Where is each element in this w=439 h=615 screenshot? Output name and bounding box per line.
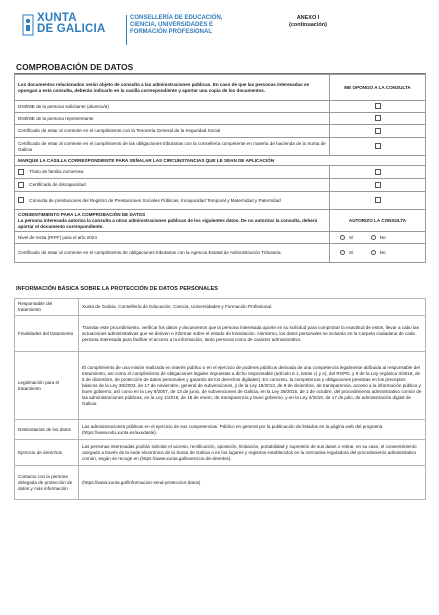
no-label: No xyxy=(379,234,386,240)
consent-item-label: Certificado de estar al corriente en el cumplimiento de obligaciones tributarias con la Agencia Estatal de Administración Tributaria xyxy=(15,244,330,263)
page-header xyxy=(22,12,422,50)
consent-header-row xyxy=(15,210,426,232)
privacy-title: INFORMACIÓN BÁSICA SOBRE LA PROTECCIÓN DE DATOS PERSONALES xyxy=(16,286,219,292)
consent-text: La persona interesada autoriza la consulta a otras administraciones públicas de los siguientes datos. De no autorizar la consulta, deberá aportar el documento correspondiente. xyxy=(18,217,318,229)
data-check-table xyxy=(14,74,426,263)
privacy-text: (https://www.xunta.gal/informacion-xeral-proteccion-datos) xyxy=(79,466,426,500)
privacy-label: Responsable del tratamiento xyxy=(15,299,79,316)
yes-label: Sí xyxy=(349,234,354,240)
circumstance-checkbox[interactable] xyxy=(18,197,24,203)
table-row xyxy=(15,192,426,210)
privacy-text: Tramitar este procedimiento, verificar los datos y documentos que la persona interesada aporte en su solicitud para comprobar la exactitud de estos, llevar a cabo las actuaciones administrativas que se deriven e informar sobre el estado de tramitación. Asimismo, los datos personales se incluirán en la Carpeta ciudadana de cada persona interesada para facilitar el acceso a la información, tanto personal como de carácter administrativo. xyxy=(79,316,426,352)
table-row xyxy=(15,138,426,156)
privacy-label: Legitimación para el tratamiento xyxy=(15,352,79,420)
data-check-title: COMPROBACIÓN DE DATOS xyxy=(14,62,426,74)
privacy-label: Contacto con la persona delegada de protección de datos y más información xyxy=(15,466,79,500)
table-row xyxy=(15,179,426,192)
item-label: Certificado de estar al corriente en el cumplimiento con la Tesorería General de la Seguridad Social xyxy=(15,125,330,138)
oppose-header: ME OPONGO A LA CONSULTA xyxy=(330,75,426,101)
circumstance-checkbox[interactable] xyxy=(18,169,24,175)
table-row xyxy=(15,316,426,352)
table-row xyxy=(15,244,426,263)
circumstance-label: Certificado de discapacidad xyxy=(29,182,86,188)
no-label: No xyxy=(379,250,386,255)
circumstance-label: Consulta de prestaciones del Registro de Prestaciones Sociales Públicas, Incapacidad Temporal y Maternidad y Paternidad xyxy=(29,197,281,203)
oppose-checkbox[interactable] xyxy=(375,128,381,134)
yes-radio[interactable] xyxy=(340,235,345,240)
privacy-text: Las personas interesadas podrán solicitar el acceso, rectificación, oposición, limitación, portabilidad y supresión de sus datos o retirar, en su caso, el consentimiento otorgado a través de la sede electrónica de la Xunta de Galicia o en los lugares y registros establecidos en la normativa reguladora del procedimiento administrativo común, según se recoge en (https://www.xunta.gal/exercicio-de-dereitos). xyxy=(79,440,426,466)
privacy-text: Las administraciones públicas en el ejercicio de sus competencias. Público en general por la publicación de listados en la página web del programa (https://www.edu.xunta.es/axudasle). xyxy=(79,420,426,440)
intro-row xyxy=(15,75,426,101)
logo-text: XUNTA DE GALICIA xyxy=(37,12,106,35)
circumstance-label: Título de familia numerosa xyxy=(29,169,84,175)
oppose-checkbox[interactable] xyxy=(375,169,381,175)
privacy-text: El cumplimiento de una misión realizada en interés público o en el ejercicio de poderes públicos derivada de una competencia legalmente atribuida al responsable del tratamiento, así como el cumplimiento de obligaciones legales impuestas a dicho responsable (artículo 6.1, letras c) y e), del RGPD, y 8 de la Ley orgánica 3/2018, de 5 de diciembre, de protección de datos personales y garantía de los derechos digitales). En concreto, la competencia y obligaciones previstas en los preceptos básicos de la Ley 38/2003, de 17 de noviembre, general de subvenciones, y de la Ley 19/2013, de 9 de diciembre, de transparencia, acceso a la información pública y buen gobierno, así como en la Ley 9/2007, de 13 de junio, de subvenciones de Galicia, en la Ley 39/2015, de 1 de octubre, del procedimiento administrativo común de las administraciones públicas, en la Ley 1/2016, de 18 de enero, de transparencia y buen gobierno, y en la Ley 4/2019, de 17 de julio, de administración digital de Galicia. xyxy=(79,352,426,420)
yes-radio[interactable] xyxy=(340,250,345,255)
department-name: CONSELLERÍA DE EDUCACIÓN, CIENCIA, UNIVERSIDADES E FORMACIÓN PROFESIONAL xyxy=(130,15,223,35)
table-row xyxy=(15,113,426,125)
consent-title: CONSENTIMIENTO PARA LA COMPROBACIÓN DE DATOS xyxy=(18,211,146,217)
oppose-checkbox[interactable] xyxy=(375,115,381,121)
yes-label: Sí xyxy=(349,250,354,255)
table-row xyxy=(15,466,426,500)
table-row xyxy=(15,420,426,440)
table-row xyxy=(15,440,426,466)
table-row xyxy=(15,299,426,316)
table-row xyxy=(15,125,426,138)
table-row xyxy=(15,232,426,244)
no-radio[interactable] xyxy=(371,235,376,240)
circumstance-checkbox[interactable] xyxy=(18,182,24,188)
table-row xyxy=(15,101,426,113)
oppose-checkbox[interactable] xyxy=(375,143,381,149)
annex-label: ANEXO I (continuación) xyxy=(289,15,327,28)
table-row xyxy=(15,352,426,420)
privacy-label: Ejercicio de derechos xyxy=(15,440,79,466)
privacy-label: Destinatarias de los datos xyxy=(15,420,79,440)
table-row xyxy=(15,166,426,179)
circumstances-header-row xyxy=(15,156,426,166)
item-label: DNI/NIE de la persona representante xyxy=(15,113,330,125)
consent-item-label: Nivel de renta (IRPF) para el año 2024 xyxy=(15,232,330,244)
oppose-checkbox[interactable] xyxy=(375,197,381,203)
no-radio[interactable] xyxy=(371,250,376,255)
item-label: DNI/NIE de la persona solicitante (alumno/a) xyxy=(15,101,330,113)
item-label: Certificado de estar al corriente en el cumplimiento de las obligaciones tributarias con la consellería competente en materia de hacienda de la Xunta de Galicia xyxy=(15,138,330,156)
xunta-logo xyxy=(22,12,122,48)
privacy-text: Xunta de Galicia. Consellería de Educación, Ciencia, Universidades y Formación Profesional. xyxy=(79,299,426,316)
circumstances-header: MARQUE LA CASILLA CORRESPONDIENTE PARA SEÑALAR LAS CIRCUNSTANCIAS QUE LE SEAN DE APLICACIÓN xyxy=(15,156,426,166)
xunta-crest-icon xyxy=(22,14,36,38)
header-divider xyxy=(126,15,127,45)
oppose-checkbox[interactable] xyxy=(375,182,381,188)
privacy-table xyxy=(14,298,426,500)
authorize-header: AUTORIZO LA CONSULTA xyxy=(330,210,426,232)
intro-text: Los documentos relacionados serán objeto de consulta a las administraciones públicas. En caso de que las personas interesadas se opongan a esta consulta, deberán indicarlo en la casilla correspondiente y aportar una copia de los documentos. xyxy=(15,75,330,101)
privacy-label: Finalidades del tratamiento xyxy=(15,316,79,352)
oppose-checkbox[interactable] xyxy=(375,103,381,109)
